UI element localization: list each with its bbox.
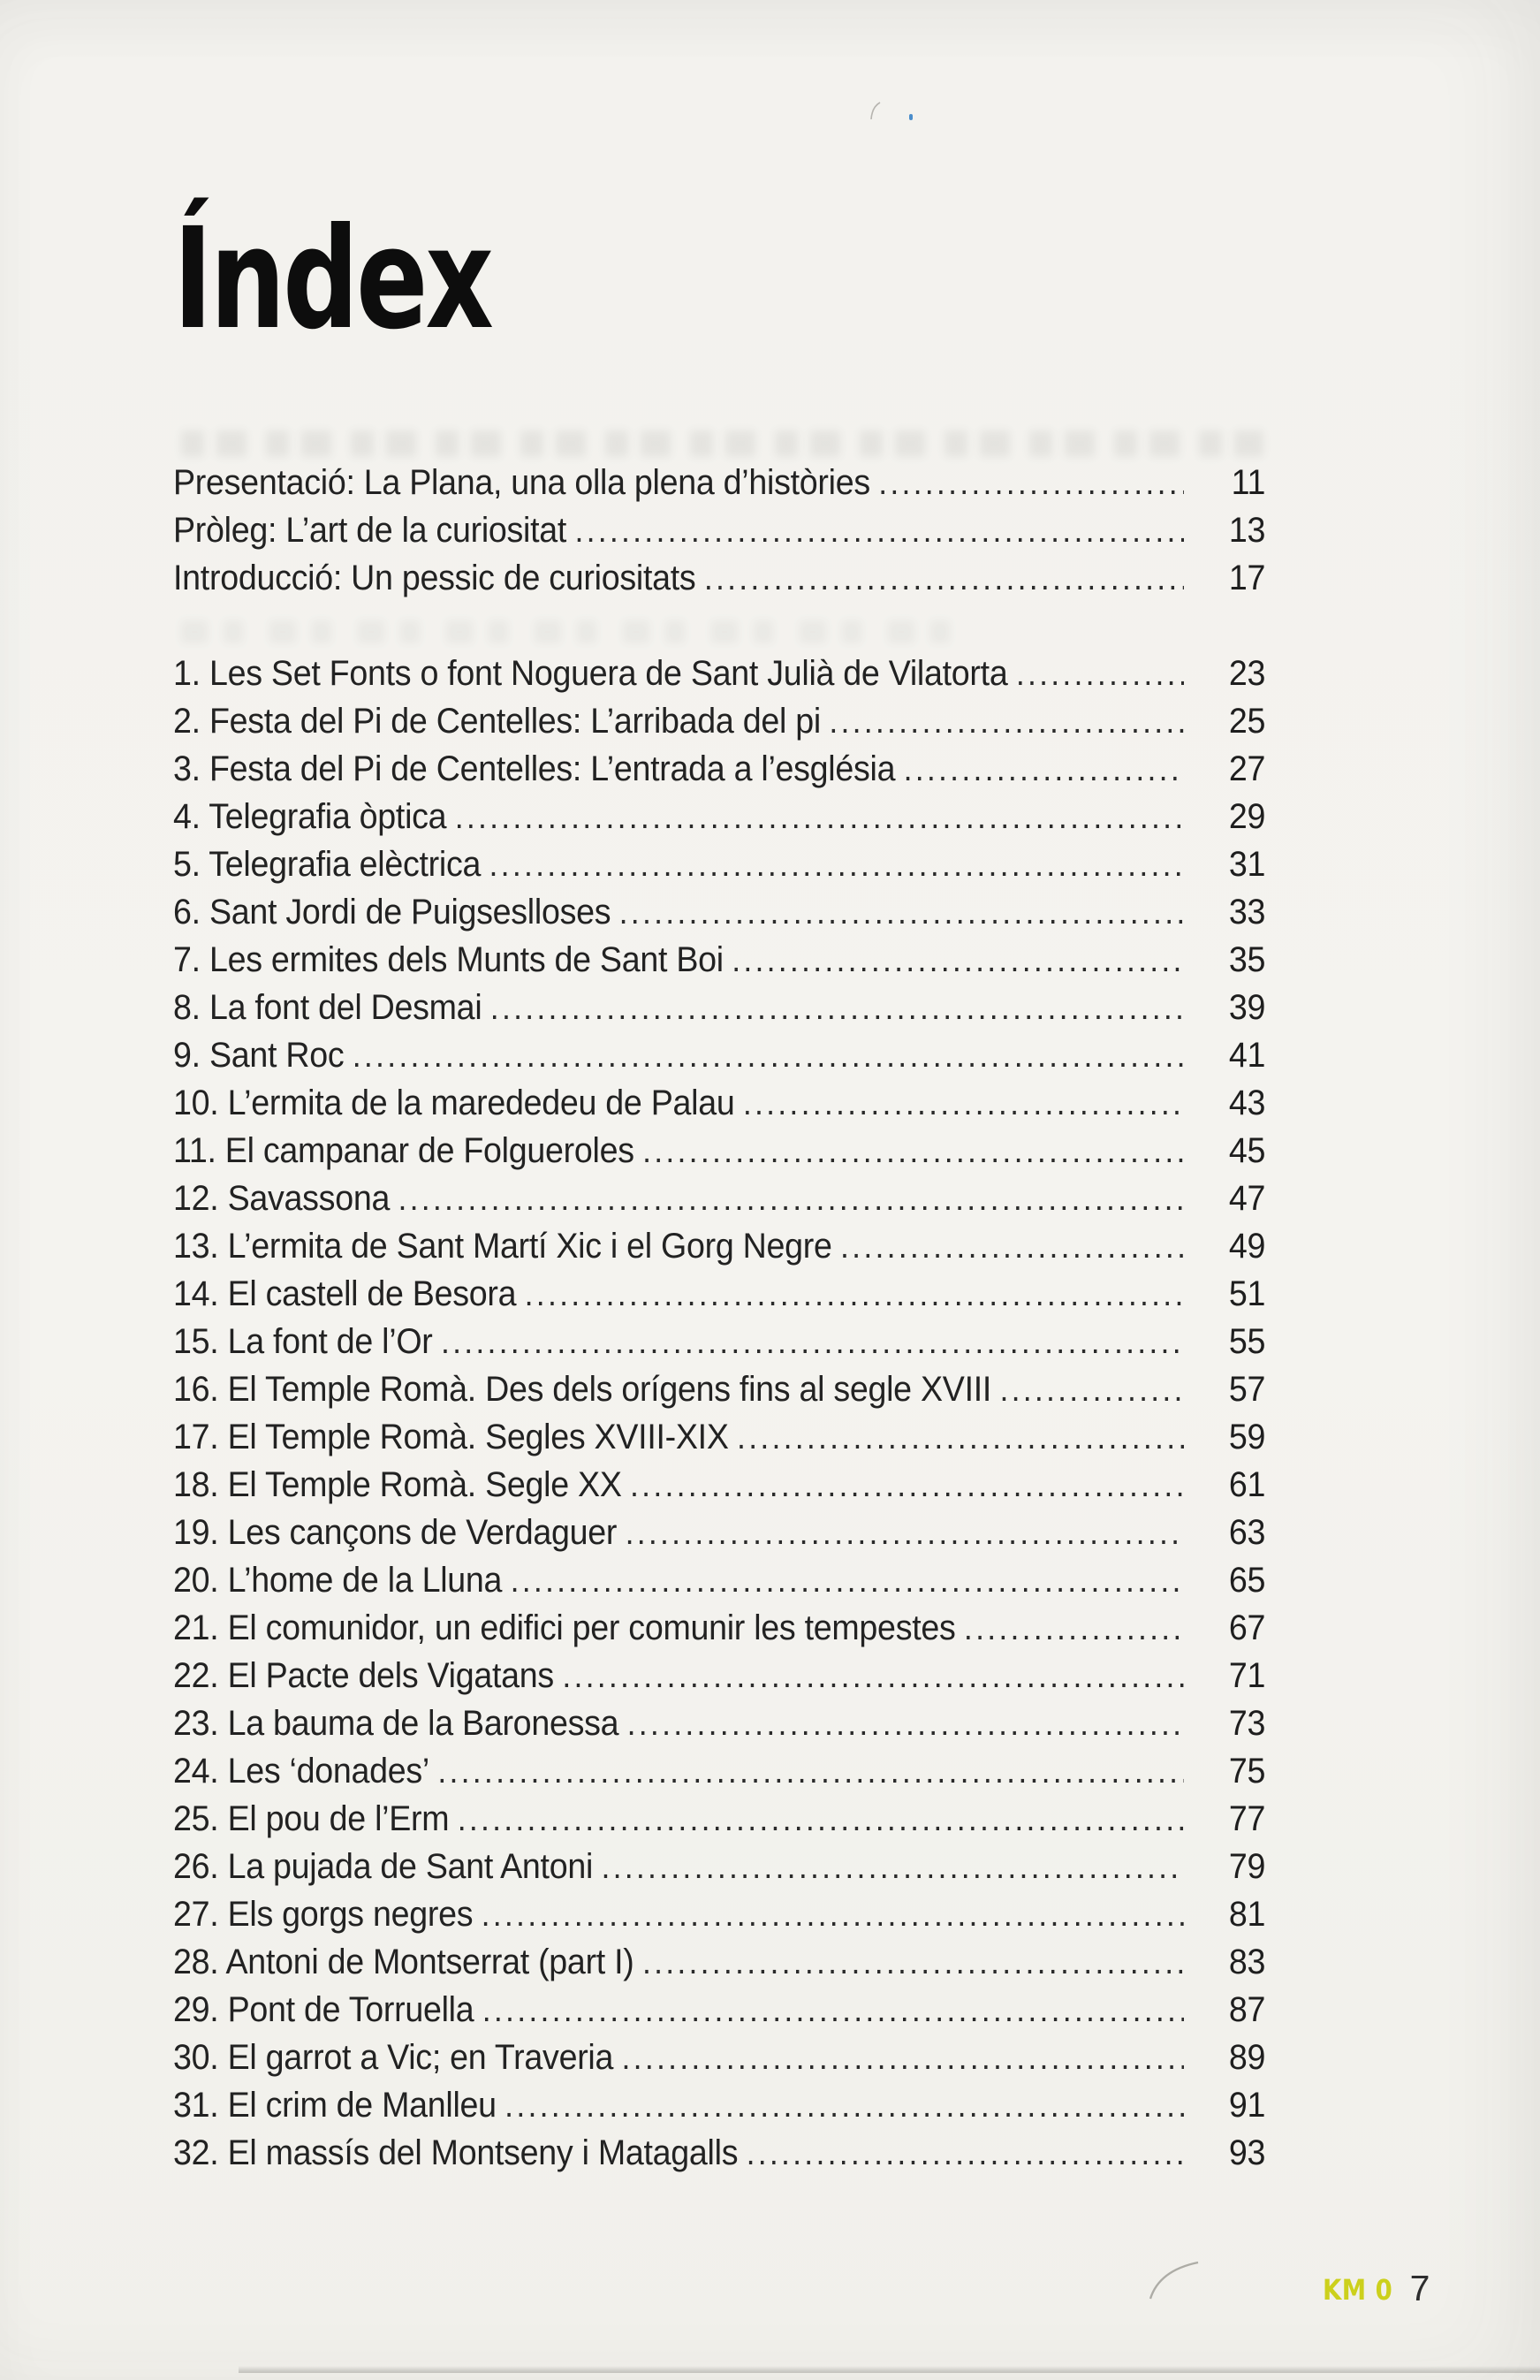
toc-entry-label: 24. Les ‘donades’: [173, 1752, 429, 1791]
toc-row: [173, 463, 1265, 511]
dot-leader: [574, 511, 1184, 551]
toc-entry-page: 41: [1228, 1036, 1266, 1075]
toc-entry-page: 75: [1228, 1752, 1266, 1791]
toc-entry-label: 26. La pujada de Sant Antoni: [173, 1847, 594, 1886]
toc-row: [173, 845, 1265, 893]
toc-row: [173, 1036, 1265, 1084]
dot-leader: [353, 1036, 1184, 1076]
toc-entry-page: 23: [1228, 654, 1266, 693]
dot-leader: [489, 845, 1184, 885]
dot-leader: [1016, 654, 1184, 694]
toc-entry-label: 17. El Temple Romà. Segles XVIII-XIX: [173, 1418, 729, 1456]
toc-row: [173, 2086, 1265, 2133]
dot-leader: [642, 1131, 1184, 1171]
toc-entry-label: 31. El crim de Manlleu: [173, 2086, 497, 2125]
dot-leader: [904, 749, 1184, 789]
toc-entry-page: 65: [1228, 1561, 1266, 1600]
toc-row: [173, 1274, 1265, 1322]
toc-entry-page: 11: [1231, 463, 1266, 502]
toc-row: [173, 2038, 1265, 2086]
dot-leader: [511, 1561, 1184, 1601]
toc-entry-page: 83: [1228, 1943, 1266, 1981]
dot-leader: [840, 1227, 1184, 1266]
toc-entry-page: 77: [1228, 1799, 1266, 1838]
toc-entry-page: 51: [1228, 1274, 1266, 1313]
dot-leader: [437, 1752, 1184, 1791]
front-matter-list: [173, 463, 1265, 606]
toc-entry-page: 93: [1228, 2133, 1266, 2172]
toc-row: [173, 1513, 1265, 1561]
toc-entry-page: 47: [1228, 1179, 1266, 1218]
toc-entry-page: 39: [1228, 988, 1266, 1027]
toc-row: [173, 1561, 1265, 1608]
toc-row: [173, 1227, 1265, 1274]
toc-entry-page: 89: [1228, 2038, 1266, 2077]
toc-row: [173, 1465, 1265, 1513]
dot-leader: [490, 988, 1184, 1028]
toc-entry-page: 25: [1228, 702, 1266, 741]
toc-entry-label: 15. La font de l’Or: [173, 1322, 433, 1361]
toc-row: [173, 1704, 1265, 1752]
km0-logo: KM 0: [1323, 2273, 1393, 2307]
toc-entry-label: 4. Telegrafia òptica: [173, 797, 447, 836]
table-of-contents: [173, 463, 1265, 2181]
toc-row: [173, 1608, 1265, 1656]
toc-entry-page: 63: [1228, 1513, 1266, 1552]
toc-entry-label: 25. El pou de l’Erm: [173, 1799, 450, 1838]
toc-entry-label: 13. L’ermita de Sant Martí Xic i el Gorg Negre: [173, 1227, 832, 1266]
toc-row: [173, 1084, 1265, 1131]
dot-leader: [747, 2133, 1184, 2173]
dot-leader: [525, 1274, 1184, 1314]
toc-entry-page: 27: [1228, 749, 1266, 788]
page-title: Índex: [173, 198, 491, 361]
dot-leader: [601, 1847, 1184, 1887]
dot-leader: [622, 2038, 1184, 2078]
toc-row: [173, 1418, 1265, 1465]
toc-entry-page: 17: [1228, 559, 1266, 597]
toc-row: [173, 1131, 1265, 1179]
dot-leader: [732, 940, 1184, 980]
toc-row: [173, 559, 1265, 606]
dot-leader: [458, 1799, 1184, 1839]
pen-mark: [1147, 2256, 1203, 2302]
toc-row: [173, 1895, 1265, 1943]
toc-row: [173, 1656, 1265, 1704]
dot-leader: [743, 1084, 1184, 1123]
toc-row: [173, 654, 1265, 702]
toc-entry-label: 30. El garrot a Vic; en Traveria: [173, 2038, 614, 2077]
toc-entry-page: 35: [1228, 940, 1266, 979]
toc-entry-label: 5. Telegrafia elèctrica: [173, 845, 482, 884]
toc-entry-label: 3. Festa del Pi de Centelles: L’entrada a l’església: [173, 749, 896, 788]
toc-entry-page: 79: [1228, 1847, 1266, 1886]
toc-entry-label: 10. L’ermita de la marededeu de Palau: [173, 1084, 735, 1122]
toc-entry-label: 19. Les cançons de Verdaguer: [173, 1513, 618, 1552]
toc-entry-page: 73: [1228, 1704, 1266, 1743]
dot-leader: [999, 1370, 1184, 1410]
toc-row: [173, 797, 1265, 845]
toc-row: [173, 988, 1265, 1036]
toc-entry-label: 9. Sant Roc: [173, 1036, 345, 1075]
toc-entry-page: 45: [1228, 1131, 1266, 1170]
toc-entry-page: 49: [1228, 1227, 1266, 1266]
toc-entry-label: 27. Els gorgs negres: [173, 1895, 474, 1934]
toc-row: [173, 893, 1265, 940]
toc-entry-label: 23. La bauma de la Baronessa: [173, 1704, 619, 1743]
toc-entry-label: 11. El campanar de Folgueroles: [173, 1131, 634, 1170]
dot-leader: [619, 893, 1184, 932]
toc-row: [173, 1752, 1265, 1799]
dot-leader: [482, 1895, 1184, 1935]
dot-leader: [627, 1704, 1184, 1744]
toc-entry-label: 1. Les Set Fonts o font Noguera de Sant Julià de Vilatorta: [173, 654, 1008, 693]
toc-entry-page: 87: [1228, 1990, 1266, 2029]
dot-leader: [441, 1322, 1184, 1362]
dot-leader: [642, 1943, 1184, 1982]
dot-leader: [704, 559, 1184, 598]
showthrough-band-top: [181, 430, 1263, 457]
toc-row: [173, 511, 1265, 559]
toc-entry-label: 28. Antoni de Montserrat (part I): [173, 1943, 634, 1981]
dot-leader: [482, 1990, 1184, 2030]
dot-leader: [626, 1513, 1184, 1553]
toc-row: [173, 1990, 1265, 2038]
toc-entry-label: 16. El Temple Romà. Des dels orígens fins al segle XVIII: [173, 1370, 992, 1409]
toc-entry-page: 81: [1228, 1895, 1266, 1934]
toc-entry-page: 33: [1228, 893, 1266, 931]
toc-entry-page: 57: [1228, 1370, 1266, 1409]
chapter-list: [173, 654, 1265, 2181]
toc-entry-label: 14. El castell de Besora: [173, 1274, 517, 1313]
dot-leader: [630, 1465, 1184, 1505]
toc-row: [173, 940, 1265, 988]
toc-row: [173, 702, 1265, 749]
toc-entry-label: 22. El Pacte dels Vigatans: [173, 1656, 554, 1695]
toc-entry-page: 43: [1228, 1084, 1266, 1122]
toc-entry-page: 67: [1228, 1608, 1266, 1647]
dot-leader: [737, 1418, 1184, 1457]
toc-row: [173, 1370, 1265, 1418]
scan-page-edge: [0, 2372, 1540, 2380]
dot-leader: [964, 1608, 1184, 1648]
toc-entry-label: 18. El Temple Romà. Segle XX: [173, 1465, 622, 1504]
toc-entry-label: 8. La font del Desmai: [173, 988, 482, 1027]
dot-leader: [504, 2086, 1184, 2125]
dot-leader: [455, 797, 1184, 837]
toc-row: [173, 1847, 1265, 1895]
toc-row: [173, 1943, 1265, 1990]
toc-entry-label: 6. Sant Jordi de Puigseslloses: [173, 893, 611, 931]
toc-entry-page: 29: [1228, 797, 1266, 836]
toc-entry-label: Pròleg: L’art de la curiositat: [173, 511, 567, 550]
toc-entry-page: 91: [1228, 2086, 1266, 2125]
toc-entry-page: 71: [1228, 1656, 1266, 1695]
toc-entry-label: 7. Les ermites dels Munts de Sant Boi: [173, 940, 724, 979]
toc-entry-label: 12. Savassona: [173, 1179, 391, 1218]
toc-entry-page: 13: [1228, 511, 1266, 550]
toc-entry-label: Presentació: La Plana, una olla plena d’històries: [173, 463, 870, 502]
dot-leader: [829, 702, 1184, 741]
toc-entry-label: 20. L’home de la Lluna: [173, 1561, 503, 1600]
toc-entry-label: Introducció: Un pessic de curiositats: [173, 559, 696, 597]
toc-entry-page: 55: [1228, 1322, 1266, 1361]
toc-row: [173, 1799, 1265, 1847]
scan-speck: [909, 114, 913, 120]
dot-leader: [562, 1656, 1184, 1696]
toc-row: [173, 749, 1265, 797]
toc-entry-label: 29. Pont de Torruella: [173, 1990, 474, 2029]
toc-entry-label: 32. El massís del Montseny i Matagalls: [173, 2133, 739, 2172]
toc-row: [173, 1322, 1265, 1370]
toc-entry-label: 21. El comunidor, un edifici per comunir les tempestes: [173, 1608, 956, 1647]
toc-row: [173, 2133, 1265, 2181]
toc-entry-page: 61: [1228, 1465, 1266, 1504]
dot-leader: [398, 1179, 1183, 1219]
toc-entry-label: 2. Festa del Pi de Centelles: L’arribada del pi: [173, 702, 821, 741]
page-number: 7: [1409, 2268, 1430, 2308]
toc-row: [173, 1179, 1265, 1227]
scan-scratch-mark: [866, 100, 889, 123]
dot-leader: [878, 463, 1184, 503]
toc-entry-page: 59: [1228, 1418, 1266, 1456]
toc-entry-page: 31: [1228, 845, 1266, 884]
